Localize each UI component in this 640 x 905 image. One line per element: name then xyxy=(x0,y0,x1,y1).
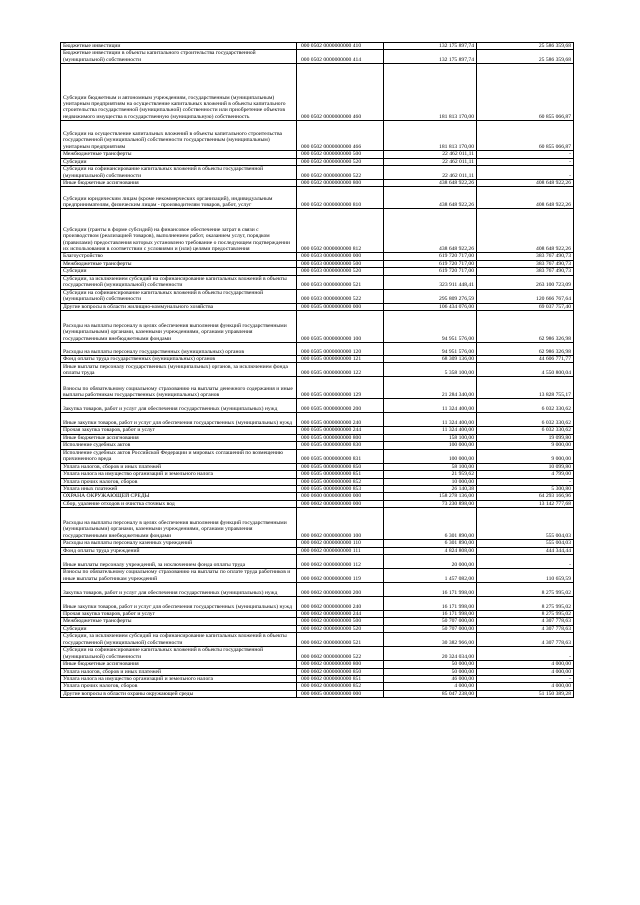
row-name: Субсидии на софинансирование капитальных вложений в объекты государственной (муниципальной) собственности xyxy=(61,166,297,180)
row-fact: - xyxy=(477,158,574,165)
row-name: Уплата прочих налогов, сборов xyxy=(61,478,297,485)
row-name: Иные закупки товаров, работ и услуг для обеспечения государственных (муниципальных) нужд xyxy=(61,596,297,610)
row-code: 000 0602 0000000000 800 xyxy=(297,661,384,668)
row-plan: 132 175 897,74 xyxy=(384,50,477,64)
row-plan: 46 000,00 xyxy=(384,675,477,682)
row-plan: 619 720 717,00 xyxy=(384,268,477,275)
row-fact: 4 000,00 xyxy=(477,661,574,668)
row-name: Расходы на выплаты персоналу казенных учреждений xyxy=(61,540,297,547)
table-row xyxy=(61,463,574,470)
table-row xyxy=(61,485,574,492)
row-code: 000 0502 0000000000 414 xyxy=(297,50,384,64)
table-row xyxy=(61,434,574,441)
row-code: 000 0505 0000000000 830 xyxy=(297,442,384,449)
row-name: Межбюджетные трансферты xyxy=(61,618,297,625)
table-row xyxy=(61,610,574,617)
table-row xyxy=(61,500,574,507)
table-row xyxy=(61,121,574,151)
row-name: Расходы на выплаты персоналу в целях обеспечения выполнения функций государственными (муниципальными) органами, казенными учреждениями, органами управления государственными внебюджетными фондами xyxy=(61,311,297,343)
row-plan: 4 824 808,00 xyxy=(384,547,477,554)
row-fact: 62 986 326,98 xyxy=(477,311,574,343)
row-code: 000 0503 0000000000 500 xyxy=(297,260,384,267)
row-code: 000 0502 0000000000 466 xyxy=(297,121,384,151)
row-fact: - xyxy=(477,675,574,682)
row-plan: 94 951 576,00 xyxy=(384,311,477,343)
table-row xyxy=(61,64,574,121)
row-plan: 20 324 034,00 xyxy=(384,647,477,661)
row-fact: 4 000,00 xyxy=(477,668,574,675)
row-code: 000 0602 0000000000 522 xyxy=(297,647,384,661)
table-row xyxy=(61,166,574,180)
row-fact: 9 000,00 xyxy=(477,442,574,449)
table-row xyxy=(61,275,574,289)
row-plan: 4 000,00 xyxy=(384,683,477,690)
row-name: Закупка товаров, работ и услуг для обеспечения государственных (муниципальных) нужд xyxy=(61,399,297,413)
row-fact: 4 000,00 xyxy=(477,683,574,690)
table-row xyxy=(61,356,574,363)
table-row xyxy=(61,303,574,310)
row-code: 000 0602 0000000000 520 xyxy=(297,625,384,632)
row-fact: 555 004,03 xyxy=(477,508,574,540)
row-name: Фонд оплаты труда государственных (муниципальных) органов xyxy=(61,356,297,363)
table-row xyxy=(61,690,574,697)
row-fact: 4 307 778,63 xyxy=(477,618,574,625)
row-fact: 19 099,80 xyxy=(477,434,574,441)
table-row xyxy=(61,209,574,253)
row-plan: 16 171 998,00 xyxy=(384,610,477,617)
row-fact: 6 032 330,62 xyxy=(477,427,574,434)
row-name: Уплата прочих налогов, сборов xyxy=(61,683,297,690)
row-code: 000 0602 0000000000 110 xyxy=(297,540,384,547)
row-plan: 132 175 897,74 xyxy=(384,43,477,50)
row-plan: 22 462 011,11 xyxy=(384,158,477,165)
row-name: Бюджетные инвестиции xyxy=(61,43,297,50)
row-fact: 51 150 389,28 xyxy=(477,690,574,697)
row-name: Иные выплаты персоналу государственных (муниципальных) органов, за исключением фонда оплаты труда xyxy=(61,363,297,377)
row-code: 000 0505 0000000000 852 xyxy=(297,478,384,485)
row-code: 000 0602 0000000000 852 xyxy=(297,683,384,690)
row-name: Субсидии (гранты в форме субсидий) на финансовое обеспечение затрат в связи с производством (реализацией товаров), выполнением работ, оказанием услуг, порядком (правилами) предоставления которых установлено требование о последующем подтверждении их использования в соответствии с условиями и (или) целями предоставления xyxy=(61,209,297,253)
row-code: 000 0502 0000000000 410 xyxy=(297,43,384,50)
row-plan: 73 230 898,00 xyxy=(384,500,477,507)
table-row xyxy=(61,618,574,625)
row-name: Иные бюджетные ассигнования xyxy=(61,434,297,441)
row-code: 000 0600 0000000000 000 xyxy=(297,493,384,500)
table-row xyxy=(61,187,574,209)
row-code: 000 0502 0000000000 812 xyxy=(297,209,384,253)
row-name: Взносы по обязательному социальному страхованию на выплаты по оплате труда работников и иные выплаты работникам учреждений xyxy=(61,568,297,582)
row-name: Прочая закупка товаров, работ и услуг xyxy=(61,610,297,617)
row-fact: 25 586 359,68 xyxy=(477,50,574,64)
row-fact: 555 004,03 xyxy=(477,540,574,547)
row-plan: 30 382 966,00 xyxy=(384,633,477,647)
row-plan: 50 707 000,00 xyxy=(384,625,477,632)
row-plan: 26 140,38 xyxy=(384,485,477,492)
row-fact: 408 648 922,26 xyxy=(477,187,574,209)
row-fact: - xyxy=(477,647,574,661)
row-fact: 13 828 755,17 xyxy=(477,377,574,399)
row-name: Субсидии на софинансирование капитальных вложений в объекты государственной (муниципальной) собственности xyxy=(61,647,297,661)
row-code: 000 0602 0000000000 111 xyxy=(297,547,384,554)
table-row xyxy=(61,260,574,267)
row-fact: - xyxy=(477,554,574,568)
row-name: Субсидии, за исключением субсидий на софинансирование капитальных вложений в объекты государственной (муниципальной) собственности xyxy=(61,275,297,289)
row-name: Фонд оплаты труда учреждений xyxy=(61,547,297,554)
table-row xyxy=(61,554,574,568)
row-name: Взносы по обязательному социальному страхованию на выплаты денежного содержания и иные выплаты работникам государственных (муниципальных) органов xyxy=(61,377,297,399)
table-row xyxy=(61,253,574,260)
row-code: 000 0505 0000000000 831 xyxy=(297,449,384,463)
row-code: 000 0502 0000000000 500 xyxy=(297,151,384,158)
row-name: Субсидии на осуществление капитальных вложений в объекты капитального строительства государственной (муниципальной) собственности государственным (муниципальным) унитарным предприятиям xyxy=(61,121,297,151)
row-code: 000 0505 0000000000 120 xyxy=(297,343,384,356)
table-body xyxy=(61,43,574,698)
table-row xyxy=(61,427,574,434)
table-row xyxy=(61,268,574,275)
row-fact: 8 275 995,02 xyxy=(477,610,574,617)
row-name: Иные закупки товаров, работ и услуг для обеспечения государственных (муниципальных) нужд xyxy=(61,413,297,427)
row-plan: 50 000,00 xyxy=(384,668,477,675)
table-row xyxy=(61,158,574,165)
row-plan: 11 324 400,00 xyxy=(384,399,477,413)
row-name: Уплата налогов, сборов и иных платежей xyxy=(61,463,297,470)
row-code: 000 0503 0000000000 522 xyxy=(297,289,384,303)
row-fact: 8 275 995,02 xyxy=(477,582,574,596)
row-plan: 106 434 076,00 xyxy=(384,303,477,310)
row-fact: 444 344,44 xyxy=(477,547,574,554)
row-fact: 383 767 490,73 xyxy=(477,268,574,275)
row-plan: 158 278 136,00 xyxy=(384,493,477,500)
row-name: Другие вопросы в области охраны окружающей среды xyxy=(61,690,297,697)
row-code: 000 0602 0000000000 521 xyxy=(297,633,384,647)
row-name: Субсидии юридическим лицам (кроме некоммерческих организаций), индивидуальным предпринимателям, физическим лицам - производителям товаров, работ, услуг xyxy=(61,187,297,209)
table-row xyxy=(61,661,574,668)
row-name: ОХРАНА ОКРУЖАЮЩЕЙ СРЕДЫ xyxy=(61,493,297,500)
table-row xyxy=(61,568,574,582)
row-name: Межбюджетные трансферты xyxy=(61,151,297,158)
table-row xyxy=(61,493,574,500)
row-name: Субсидии xyxy=(61,268,297,275)
row-name: Прочая закупка товаров, работ и услуг xyxy=(61,427,297,434)
row-fact: 25 586 359,68 xyxy=(477,43,574,50)
row-code: 000 0602 0000000000 119 xyxy=(297,568,384,582)
row-code: 000 0602 0000000000 851 xyxy=(297,675,384,682)
row-plan: 11 324 400,00 xyxy=(384,413,477,427)
table-row xyxy=(61,343,574,356)
row-code: 000 0602 0000000000 200 xyxy=(297,582,384,596)
row-fact: - xyxy=(477,151,574,158)
row-fact: 13 142 777,68 xyxy=(477,500,574,507)
row-plan: 20 000,00 xyxy=(384,554,477,568)
table-row xyxy=(61,311,574,343)
table-row xyxy=(61,43,574,50)
row-name: Сбор, удаление отходов и очистка сточных вод xyxy=(61,500,297,507)
row-plan: 11 324 400,00 xyxy=(384,427,477,434)
row-name: Бюджетные инвестиции в объекты капитального строительства государственной (муниципальной) собственности xyxy=(61,50,297,64)
row-plan: 158 100,00 xyxy=(384,434,477,441)
row-code: 000 0502 0000000000 520 xyxy=(297,158,384,165)
row-name: Другие вопросы в области жилищно-коммунального хозяйства xyxy=(61,303,297,310)
row-plan: 6 301 890,00 xyxy=(384,540,477,547)
row-plan: 21 284 340,00 xyxy=(384,377,477,399)
row-plan: 94 951 576,00 xyxy=(384,343,477,356)
table-row xyxy=(61,633,574,647)
row-fact: 110 659,59 xyxy=(477,568,574,582)
row-fact: 69 037 757,40 xyxy=(477,303,574,310)
row-code: 000 0505 0000000000 122 xyxy=(297,363,384,377)
row-code: 000 0505 0000000000 800 xyxy=(297,434,384,441)
row-code: 000 0502 0000000000 810 xyxy=(297,187,384,209)
row-code: 000 0502 0000000000 800 xyxy=(297,180,384,187)
row-name: Исполнение судебных актов Российской Федерации и мировых соглашений по возмещению причиненного вреда xyxy=(61,449,297,463)
table-row xyxy=(61,413,574,427)
row-plan: 68 309 136,00 xyxy=(384,356,477,363)
row-plan: 100 000,00 xyxy=(384,449,477,463)
row-code: 000 0605 0000000000 000 xyxy=(297,690,384,697)
row-code: 000 0505 0000000000 244 xyxy=(297,427,384,434)
table-row xyxy=(61,377,574,399)
row-code: 000 0502 0000000000 460 xyxy=(297,64,384,121)
table-row xyxy=(61,289,574,303)
row-plan: 295 809 276,59 xyxy=(384,289,477,303)
row-fact: - xyxy=(477,478,574,485)
row-fact: 120 666 767,64 xyxy=(477,289,574,303)
table-row xyxy=(61,675,574,682)
row-name: Субсидии бюджетным и автономным учреждениям, государственным (муниципальным) унитарным предприятиям на осуществление капитальных вложений в объекты капитального строительства государственной (муниципальной) собственности или приобретение объектов недвижимого имущества в государственную (муниципальную) собственность xyxy=(61,64,297,121)
row-plan: 10 000,00 xyxy=(384,478,477,485)
row-name: Субсидии на софинансирование капитальных вложений в объекты государственной (муниципальной) собственности xyxy=(61,289,297,303)
row-code: 000 0503 0000000000 000 xyxy=(297,253,384,260)
row-plan: 619 720 717,00 xyxy=(384,260,477,267)
table-row xyxy=(61,668,574,675)
row-name: Иные бюджетные ассигнования xyxy=(61,661,297,668)
row-code: 000 0505 0000000000 853 xyxy=(297,485,384,492)
row-fact: 4 550 800,04 xyxy=(477,363,574,377)
table-row xyxy=(61,540,574,547)
row-fact: 60 855 066,87 xyxy=(477,121,574,151)
row-fact: 6 032 330,62 xyxy=(477,413,574,427)
row-plan: 50 000,00 xyxy=(384,661,477,668)
table-row xyxy=(61,151,574,158)
row-plan: 21 959,62 xyxy=(384,471,477,478)
row-fact: 10 099,80 xyxy=(477,463,574,470)
row-fact: 408 648 922,26 xyxy=(477,180,574,187)
table-row xyxy=(61,547,574,554)
table-row xyxy=(61,596,574,610)
row-fact: 9 000,00 xyxy=(477,449,574,463)
row-code: 000 0602 0000000000 244 xyxy=(297,610,384,617)
row-code: 000 0505 0000000000 200 xyxy=(297,399,384,413)
table-row xyxy=(61,442,574,449)
row-fact: 263 100 723,09 xyxy=(477,275,574,289)
row-name: Уплата налога на имущество организаций и земельного налога xyxy=(61,675,297,682)
row-code: 000 0602 0000000000 500 xyxy=(297,618,384,625)
row-fact: - xyxy=(477,166,574,180)
table-row xyxy=(61,449,574,463)
row-fact: 60 855 066,87 xyxy=(477,64,574,121)
row-plan: 58 100,00 xyxy=(384,463,477,470)
row-fact: 4 307 778,63 xyxy=(477,633,574,647)
row-code: 000 0505 0000000000 850 xyxy=(297,463,384,470)
row-code: 000 0602 0000000000 000 xyxy=(297,500,384,507)
row-name: Уплата налога на имущество организаций и земельного налога xyxy=(61,471,297,478)
row-name: Межбюджетные трансферты xyxy=(61,260,297,267)
row-plan: 100 000,00 xyxy=(384,442,477,449)
table-row xyxy=(61,399,574,413)
row-fact: 64 293 166,96 xyxy=(477,493,574,500)
row-name: Субсидии, за исключением субсидий на софинансирование капитальных вложений в объекты государственной (муниципальной) собственности xyxy=(61,633,297,647)
row-code: 000 0602 0000000000 850 xyxy=(297,668,384,675)
row-name: Благоустройство xyxy=(61,253,297,260)
row-plan: 5 358 100,00 xyxy=(384,363,477,377)
row-plan: 85 047 238,00 xyxy=(384,690,477,697)
row-fact: 8 275 995,02 xyxy=(477,596,574,610)
row-code: 000 0505 0000000000 121 xyxy=(297,356,384,363)
row-fact: 408 648 922,26 xyxy=(477,209,574,253)
table-row xyxy=(61,625,574,632)
row-code: 000 0505 0000000000 100 xyxy=(297,311,384,343)
row-plan: 22 462 011,11 xyxy=(384,151,477,158)
row-fact: 4 307 778,63 xyxy=(477,625,574,632)
row-code: 000 0602 0000000000 112 xyxy=(297,554,384,568)
table-row xyxy=(61,478,574,485)
row-fact: 62 986 326,98 xyxy=(477,343,574,356)
row-fact: 44 606 771,77 xyxy=(477,356,574,363)
row-plan: 16 171 998,00 xyxy=(384,596,477,610)
row-plan: 181 813 170,00 xyxy=(384,121,477,151)
row-code: 000 0503 0000000000 521 xyxy=(297,275,384,289)
row-fact: 5 300,80 xyxy=(477,485,574,492)
table-row xyxy=(61,471,574,478)
row-plan: 16 171 998,00 xyxy=(384,582,477,596)
row-plan: 22 462 011,11 xyxy=(384,166,477,180)
row-plan: 438 648 922,26 xyxy=(384,180,477,187)
table-row xyxy=(61,180,574,187)
table-row xyxy=(61,582,574,596)
row-code: 000 0505 0000000000 000 xyxy=(297,303,384,310)
row-code: 000 0505 0000000000 240 xyxy=(297,413,384,427)
table-row xyxy=(61,363,574,377)
row-plan: 181 813 170,00 xyxy=(384,64,477,121)
row-code: 000 0503 0000000000 520 xyxy=(297,268,384,275)
table-row xyxy=(61,647,574,661)
row-name: Расходы на выплаты персоналу государственных (муниципальных) органов xyxy=(61,343,297,356)
row-code: 000 0505 0000000000 851 xyxy=(297,471,384,478)
budget-execution-table xyxy=(60,42,574,698)
row-fact: 4 799,00 xyxy=(477,471,574,478)
row-code: 000 0505 0000000000 129 xyxy=(297,377,384,399)
row-plan: 1 457 082,00 xyxy=(384,568,477,582)
row-name: Закупка товаров, работ и услуг для обеспечения государственных (муниципальных) нужд xyxy=(61,582,297,596)
row-name: Уплата иных платежей xyxy=(61,485,297,492)
row-fact: 383 767 490,73 xyxy=(477,260,574,267)
row-plan: 619 720 717,00 xyxy=(384,253,477,260)
row-fact: 6 032 330,62 xyxy=(477,399,574,413)
table-row xyxy=(61,508,574,540)
row-plan: 50 707 000,00 xyxy=(384,618,477,625)
row-name: Иные выплаты персоналу учреждений, за исключением фонда оплаты труда xyxy=(61,554,297,568)
table-row xyxy=(61,683,574,690)
row-name: Иные бюджетные ассигнования xyxy=(61,180,297,187)
row-plan: 438 648 922,26 xyxy=(384,209,477,253)
table-row xyxy=(61,50,574,64)
row-name: Уплата налогов, сборов и иных платежей xyxy=(61,668,297,675)
row-fact: 383 767 490,73 xyxy=(477,253,574,260)
row-plan: 323 911 448,41 xyxy=(384,275,477,289)
row-name: Субсидии xyxy=(61,625,297,632)
row-name: Субсидии xyxy=(61,158,297,165)
row-code: 000 0602 0000000000 240 xyxy=(297,596,384,610)
row-code: 000 0502 0000000000 522 xyxy=(297,166,384,180)
row-name: Расходы на выплаты персоналу в целях обеспечения выполнения функций государственными (муниципальными) органами, казенными учреждениями, органами управления государственными внебюджетными фондами xyxy=(61,508,297,540)
row-code: 000 0602 0000000000 100 xyxy=(297,508,384,540)
row-name: Исполнение судебных актов xyxy=(61,442,297,449)
row-plan: 6 301 890,00 xyxy=(384,508,477,540)
row-plan: 438 648 922,26 xyxy=(384,187,477,209)
